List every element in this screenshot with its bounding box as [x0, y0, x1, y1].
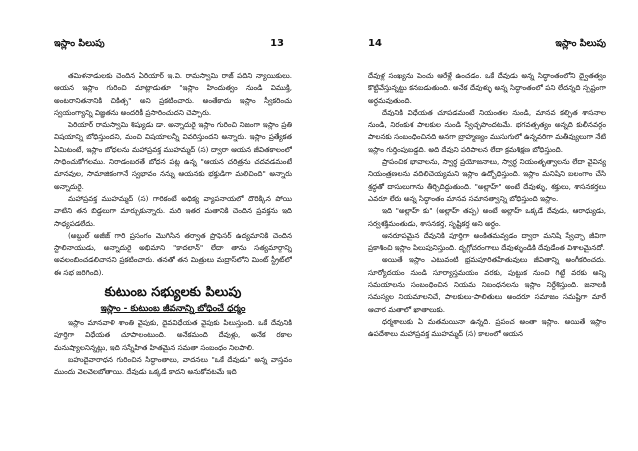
right-page-number: 14: [368, 38, 382, 49]
paragraph: ఇస్లాం మానవాళి శాంతి వైపుకు, దైవవిధేయత వైపుకు పిలుస్తుంది. ఒకే దేవునికి పూర్తిగా విధేయత చూపాలంటుంది. అనేకమంది దేవుళ్లు, అనేక రకాల మనుష్యాలనిన్నట్లు, ఇది సస్నేహిత హితమైన సమతా సంబంధం నిలపాలి.: [54, 318, 292, 352]
paragraph: ఆనరూపమైన దేవునికి పూర్తిగా అంకితమవ్వడం ద్వారా మనిషి స్వేచ్ఛా జీవిగా ప్రకాశించి ఇస్లాం పిలుపునిస్తుంది. దృగ్గోచరంగాలు దేవుళ్ళుండికి దేవుడేంత విశాలమైనదో.: [368, 230, 606, 253]
paragraph: పెరియార్ రామస్వామి శిష్యుడు డా. అన్నాదురై ఇస్లాం గురించి నిజంగా ఇస్లాం ప్రతి విషయాన్ని బోధిస్తుందని, మంచి విషయాలన్నీ వివరిస్తుందని అన్నారు. ఇస్లాం ప్రత్యేకత ఏమిటంటే, ఇస్లాం బోధలను మహాప్రవక్త ముహమ్మద్ (స) ద్వారా ఆయన జీవితకాలంలో సాధించుకోగలము. నిరాడంబరతే బోధన పట్ల ఉన్న "ఆయన చరిత్రను చదవడమంటే మానవుల, సామాజికంగానే స్వభావం నన్ను ఆయనకు భక్తుడిగా మలిచింది" అన్నారు అన్నాదురై.: [54, 120, 292, 191]
left-page-number: 13: [270, 38, 284, 49]
left-page-body: [54, 70, 292, 379]
paragraph: దేవుళ్ల సంఖ్యను పెంచు ఆరేళ్లే ఉంచడం. ఒకే దేవుడు అన్న సిద్ధాంతంలోని ద్వైతత్వం కొట్టివేస్తున్నట్టు కనబడుతుంది. అనేక దేవుళ్ళు అన్న సిద్ధాంతంలో పని లేదన్నది స్పష్టంగా అర్థమవుతుంది.: [368, 71, 606, 105]
left-page: [54, 0, 292, 451]
paragraph: (అబ్దుల్ అజీజ్ గారి ప్రసంగం మొగిసిన తర్వాత ప్రొఫెసర్ ఉద్యమానికి చెందిన స్టాలినాయుడు, అన్నాదురై అభిమాని "కాదలాన్" లేదా తాను సత్యమార్గాన్ని అవలంబించడలిచానని ప్రకటించారు. తనతో తన మిత్రులు మద్రాస్‌లోని మింట్ స్ట్రీట్‌లో ఈ సభ జరిగింది).: [54, 230, 292, 277]
paragraph: అయితే ఇస్లాం ఎటువంటి భ్రమపూరితహేతువులు జీవితాన్ని అంగీకరించదు. సూర్యోదయం నుండి సూర్యాస్తమయం వరకు, పుట్టుక నుంచి గిట్టే వరకు అన్ని సమయాలను సంబంధించిన నియమ నిబంధనలను ఇస్లాం నిర్దేశిస్తుంది. జనాలకి సమస్యల నియమాలనిచే, పాలకులు-పాలితులు అందరూ సమాజం సమష్టిగా మారే ఆచార మతాలో ఖాతాలుకు.: [368, 255, 606, 314]
right-page: [368, 0, 606, 451]
right-page-body: [368, 70, 606, 341]
paragraph: ధర్మశాలుకు ఏ మతమయినా ఉన్నది. ప్రపంచ అంతా ఇస్లాం. అయితే ఇస్లాం ఉపదేశాలు మహాప్రవక్త ముహమ్మద్ (స) కాలంలో ఆయన: [368, 316, 606, 339]
right-header-title: ఇస్లాం పిలుపు: [555, 38, 606, 49]
paragraph: ఇది "అల్లాహ్ కు" (అల్లాహ్ తప్ప) అంటే అల్లాహ్ ఒక్కడే దేవుడు, ఆరాధ్యుడు, సర్వశక్తిమంతుడు, శాసనకర్త, సృష్టికర్త అని అర్థం.: [368, 206, 606, 228]
left-page-header: [54, 38, 292, 56]
paragraph: ప్రాపంచిక భావాలను, స్వార్థ ప్రయోజనాలు, స్వార్థ నియంతృత్వాలను లేదా వైవిన్య నియంత్రణలను వదిలిచెయ్యమని ఇస్లాం ఉద్బోధిస్తుంది. ఇస్లాం మనిషిని బలంగాం చేసి శ్రద్ధతో దాసులుగాను తీర్చిదిద్దుతుంది. "అల్లాహ్" అంటే దేవుళ్ళు, శక్తులు, శాసనకర్తలు ఎవరూ లేరు అన్న సిద్ధాంతం మానవ సమానత్వాన్ని బోధిస్తుంది ఇస్లాం.: [368, 157, 606, 203]
paragraph: బహుదైవారాధన గురించిన సిద్ధాంతాలు, వాదనలు "ఒకే దేవుడు" అన్న వాస్తవం ముందు వెలవెలబోతాయి. దేవుడు ఒక్కడే కాదని అనుకోవటమే ఇది: [54, 354, 292, 377]
left-header-title: ఇస్లాం పిలుపు: [54, 38, 105, 49]
paragraph: తమిళనాడులకు చెందిన ఏరియార్ ఇ.వి. రామస్వామి రాజ్ పదిని న్యాయికులు. ఆయన ఇస్లాం గురించి మాట్లాడుతూ "ఇస్లాం హిందుత్వం నుండి విముక్తి, అంటరానితనానికి చికిత్స" అని ప్రకటించారు. అంతేకాదు ఇస్లాం స్వీకరించు స్వయంగ్యాన్ని విజ్ఞతను అందరికీ ప్రసారించుదని చెప్పారు.: [54, 71, 292, 117]
section-subtitle: ఇస్లాం - కుటుంబ జీవనాన్ని బోధించే ధర్మం: [100, 304, 246, 315]
right-page-header: [368, 38, 606, 56]
paragraph: మహాప్రవక్త ముహమ్మద్ (స) గారికంటే అధిక్య వ్యాపనాయలో దొరిక్కిన పోయి వాటిని తన బిడ్డలుగా మార్చుకున్నారు. మరి ఇతర మతానికి చెందిన ప్రవక్తను ఇది సాధ్యపడలేదు.: [54, 193, 292, 228]
paragraph: దేవునికి విధేయత చూపడమంటే నియంతల నుండి, మానవ కల్పిత శాసనాల నుండి, నిరంకుశ పాలకుల నుండి స్వేచ్ఛపొందటమే. భగవత్సత్యం అన్నది కులీనవర్గం పాలనకు సంబంధించినది అనగా బ్రాహ్మణ్యం ముసుగులో ఉన్నవరిగా మతీవ్యులుగా నేటి ఇస్లాం గుర్తింపుబడ్డది. అది దేవుని పరిపాలన లేదా క్రమశిక్షణ బోధిస్తుంది.: [368, 107, 606, 154]
section-title: కుటుంబ సభ్యులకు పిలుపు: [104, 285, 242, 301]
